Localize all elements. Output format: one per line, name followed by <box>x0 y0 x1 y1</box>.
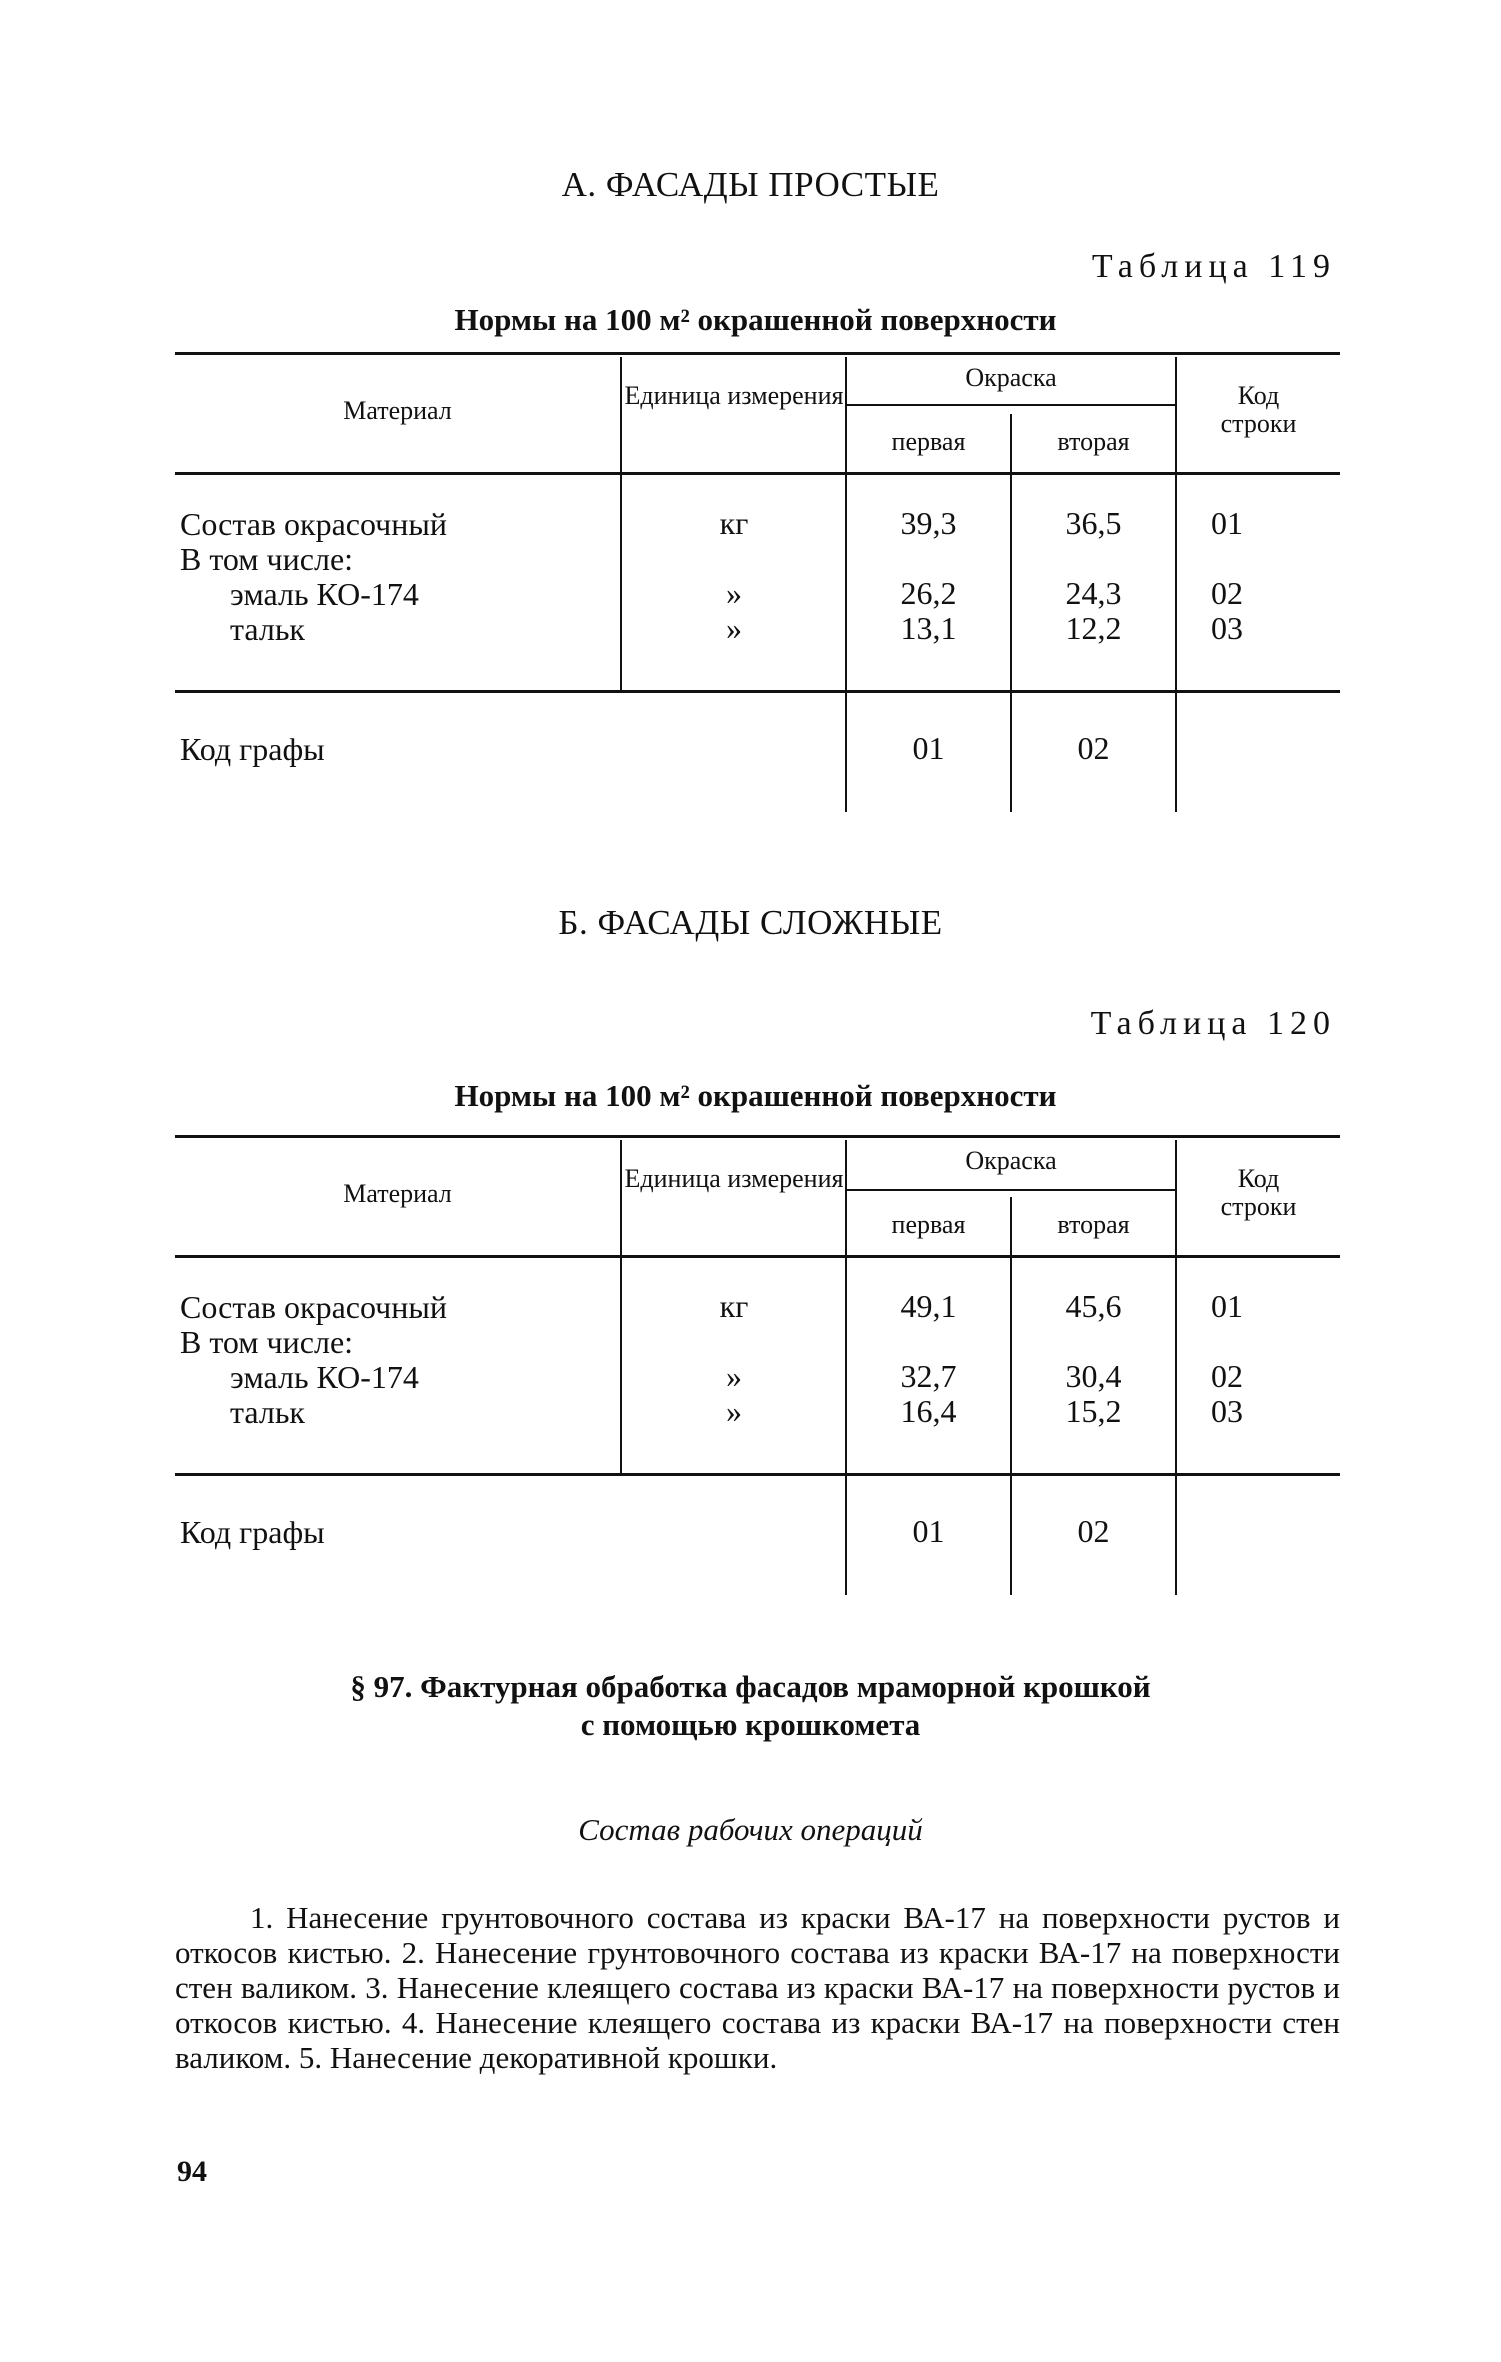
row-label: эмаль КО-174 <box>230 1359 419 1395</box>
column-code-second: 02 <box>1077 730 1110 766</box>
column-code-label: Код графы <box>180 731 325 767</box>
row-label: Состав окрасочный <box>180 1289 447 1325</box>
header-row-code: Код строки <box>1220 381 1297 438</box>
value-second: 45,6 <box>1065 1288 1122 1324</box>
header-painting: Окраска <box>965 363 1057 392</box>
operations-body: 1. Нанесение грунтовочного состава из краски ВА-17 на поверхности рустов и откосов кистью. 2. Нанесение грунтовочного состава из краски ВА-17 на поверхности стен валиком. 3. Нанесение клеящего состава из краски ВА-17 на поверхности рустов и откосов кистью. 4. Нанесение клеящего состава из краски ВА-17 на поверхности стен валиком. 5. Нанесение декоративной крошки. <box>175 1900 1340 2075</box>
row-code: 01 <box>1211 505 1243 541</box>
unit-cell: » <box>726 1358 742 1394</box>
row-code: 03 <box>1211 1393 1243 1429</box>
unit-cell: кг <box>719 1288 749 1324</box>
row-code: 01 <box>1211 1288 1243 1324</box>
value-first: 49,1 <box>900 1288 957 1324</box>
paragraph-title-line2: с помощью крошкомета <box>580 1707 921 1742</box>
column-code-first: 01 <box>912 730 945 766</box>
row-label: тальк <box>230 611 305 647</box>
paragraph-title <box>0 1668 1501 1744</box>
value-second: 15,2 <box>1065 1393 1122 1429</box>
header-unit: Единица измерения <box>624 381 844 410</box>
unit-cell: кг <box>719 505 749 541</box>
unit-cell: » <box>726 575 742 611</box>
header-material: Материал <box>343 1179 452 1208</box>
header-second: вторая <box>1057 427 1130 456</box>
header-material: Материал <box>343 396 452 425</box>
header-first: первая <box>891 1210 966 1239</box>
table-120-caption: Нормы на 100 м² окрашенной поверхности <box>454 1078 1057 1113</box>
row-code: 02 <box>1211 1358 1243 1394</box>
unit-cell: » <box>726 610 742 646</box>
value-first: 39,3 <box>900 505 957 541</box>
table-120-number: Таблица 120 <box>1090 1005 1336 1042</box>
value-first: 16,4 <box>900 1393 957 1429</box>
value-second: 30,4 <box>1065 1358 1122 1394</box>
row-label: тальк <box>230 1394 305 1430</box>
row-label: В том числе: <box>180 1324 354 1360</box>
section-b-title: Б. ФАСАДЫ СЛОЖНЫЕ <box>558 903 943 942</box>
header-second: вторая <box>1057 1210 1130 1239</box>
column-code-first: 01 <box>912 1513 945 1549</box>
unit-cell: » <box>726 1393 742 1429</box>
row-label: эмаль КО-174 <box>230 576 419 612</box>
paragraph-title-line1: § 97. Фактурная обработка фасадов мраморной крошкой <box>350 1669 1151 1704</box>
row-code: 03 <box>1211 610 1243 646</box>
table-120 <box>175 1135 1340 1595</box>
value-first: 13,1 <box>900 610 957 646</box>
header-row-code: Код строки <box>1220 1164 1297 1221</box>
operations-subtitle: Состав рабочих операций <box>578 1812 923 1847</box>
row-label: В том числе: <box>180 541 354 577</box>
value-first: 32,7 <box>900 1358 957 1394</box>
table-119-caption: Нормы на 100 м² окрашенной поверхности <box>454 302 1057 337</box>
section-a-title: А. ФАСАДЫ ПРОСТЫЕ <box>561 165 940 204</box>
value-second: 12,2 <box>1065 610 1122 646</box>
row-code: 02 <box>1211 575 1243 611</box>
column-code-second: 02 <box>1077 1513 1110 1549</box>
page-number: 94 <box>177 2155 207 2188</box>
header-painting: Окраска <box>965 1146 1057 1175</box>
value-first: 26,2 <box>900 575 957 611</box>
table-119 <box>175 352 1340 812</box>
value-second: 36,5 <box>1065 505 1122 541</box>
header-first: первая <box>891 427 966 456</box>
table-119-number: Таблица 119 <box>1091 248 1336 285</box>
row-label: Состав окрасочный <box>180 506 447 542</box>
value-second: 24,3 <box>1065 575 1122 611</box>
header-unit: Единица измерения <box>624 1164 844 1193</box>
column-code-label: Код графы <box>180 1514 325 1550</box>
